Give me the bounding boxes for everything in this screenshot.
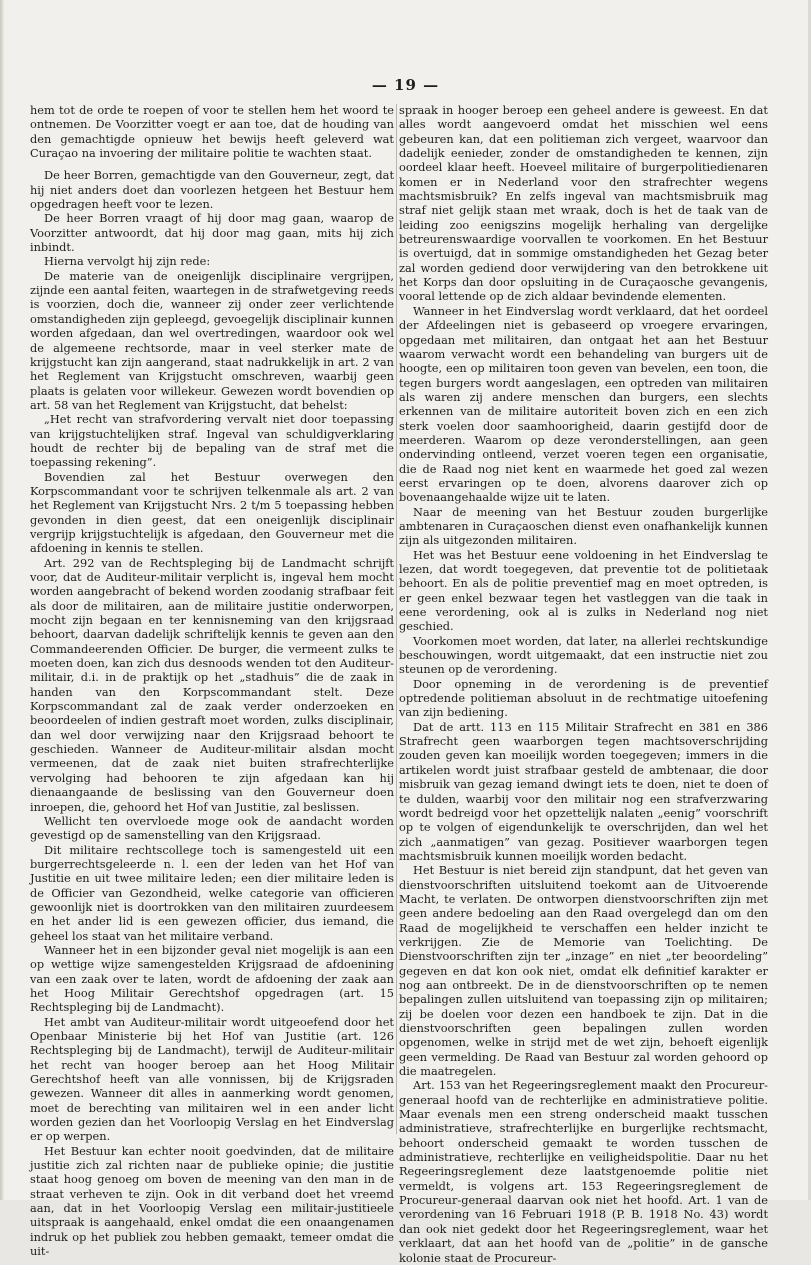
paragraph: Dit militaire rechtscollege toch is samengesteld uit een burgerrechtsgeleerde n. l. een der leden van het Hof van Justitie en uit twee militaire leden; een dier militaire leden is de Officier van Gezondheid, welke categorie van officieren gewoonlijk niet is doortrokken van den militairen zuurdeesem en het ander lid is een gewezen officier, dus iemand, die geheel los staat van het militaire verband.	[30, 842, 394, 943]
paragraph: Wellicht ten overvloede moge ook de aandacht worden gevestigd op de samenstelling van den Krijgsraad.	[30, 813, 394, 843]
paragraph: Art. 292 van de Rechtspleging bij de Landmacht schrijft voor, dat de Auditeur-militair verplicht is, ingeval hem mocht worden aangebracht of bekend worden zoodanig strafbaar feit als door de militairen, aan de militaire justitie onderworpen, mocht zijn begaan en ter kennisneming van den krijgsraad behoort, daarvan dadelijk schriftelijk kennis te geven aan den Commandeerenden Officier. De burger, die vermeent zulks te moeten doen, kan zich dus desnoods wenden tot den Auditeur-militair, d.i. in de praktijk op het „stadhuis” die de zaak in handen van den Korpscommandant stelt. Deze Korpscommandant zal de zaak verder onderzoeken en beoordeelen of indien gestraft moet worden, zulks disciplinair, dan wel door verwijzing naar den Krijgsraad behoort te geschieden. Wanneer de Auditeur-militair alsdan mocht vermeenen, dat de zaak niet buiten strafrechterlijke vervolging had behooren te zijn afgedaan kan hij dienaangaande de beslissing van den Gouverneur doen inroepen, die, gehoord het Hof van Justitie, zal beslissen.	[30, 555, 394, 814]
paragraph: Wanneer het in een bijzonder geval niet mogelijk is aan een op wettige wijze samengestelden Krijgsraad de afdoenining van een zaak over te laten, wordt de afdoening der zaak aan het Hoog Militair Gerechtshof opgedragen (art. 15 Rechtspleging bij de Landmacht).	[30, 942, 394, 1015]
paragraph: Het ambt van Auditeur-militair wordt uitgeoefend door het Openbaar Ministerie bij het Hof van Justitie (art. 126 Rechtspleging bij de Landmacht), terwijl de Auditeur-militair het recht van hooger beroep aan het Hoog Militair Gerechtshof heeft van alle vonnissen, bij de Krijgsraden gewezen. Wanneer dit alles in aanmerking wordt genomen, moet de berechting van militairen wel in een ander licht worden gezien dan het Voorloopig Verslag en het Eindverslag er op werpen.	[30, 1014, 394, 1144]
paragraph: Wanneer in het Eindverslag wordt verklaard, dat het oordeel der Afdeelingen niet is gebaseerd op vroegere ervaringen, opgedaan met militairen, dan ontgaat het aan het Bestuur waarom verwacht wordt een behandeling van burgers uit de hoogte, een op militairen toon geven van bevelen, een toon, die tegen burgers wordt aangeslagen, een optreden van militairen als waren zij andere menschen dan burgers, een slechts erkennen van de militaire autoriteit boven zich en een zich sterk voelen door saamhoorigheid, daarin gestijfd door de meerderen. Waarom op deze veronderstellingen, aan geen ondervinding ontleend, verzet voeren tegen een organisatie, die de Raad nog niet kent en waarmede het goed zal wezen eerst ervaringen op te doen, alvorens daarover zich op bovenaangehaalde wijze uit te laten.	[399, 303, 768, 505]
paragraph: Door opneming in de verordening is de preventief optredende politieman absoluut in de rechtmatige uitoefening van zijn bediening.	[399, 676, 768, 720]
paragraph: De heer Borren, gemachtigde van den Gouverneur, zegt, dat hij niet anders doet dan voorlezen hetgeen het Bestuur hem opgedragen heeft voor te lezen.	[30, 168, 394, 212]
page-number: — 19 —	[371, 76, 440, 94]
paragraph: hem tot de orde te roepen of voor te stellen hem het woord te ontnemen. De Voorzitter voegt er aan toe, dat de houding van den gemachtigde opnieuw het bewijs heeft geleverd wat Curaçao na invoering der militaire politie te wachten staat.	[30, 103, 394, 161]
paragraph: Het was het Bestuur eene voldoening in het Eindverslag te lezen, dat wordt toegegeven, dat preventie tot de politietaak behoort. En als de politie preventief mag en moet optreden, is er geen enkel bezwaar tegen het vastleggen van die taak in eene verordening, ook al is zulks in Nederland nog niet geschied.	[399, 547, 768, 634]
paragraph: Bovendien zal het Bestuur overwegen den Korpscommandant voor te schrijven telkenmale als art. 2 van het Reglement van Krijgstucht Nrs. 2 t/m 5 toepassing hebben gevonden in dien geest, dat een oneigenlijk disciplinair vergrijp krijgstuchtelijk is afgedaan, den Gouverneur met die afdoening in kennis te stellen.	[30, 469, 394, 556]
binding-edge	[0, 0, 4, 1200]
paragraph: spraak in hooger beroep een geheel andere is geweest. En dat alles wordt aangevoerd omdat het misschien wel eens gebeuren kan, dat een politieman zich vergeet, waarvoor dan dadelijk eenieder, zonder de omstandigheden te kennen, zijn oordeel klaar heeft. Hoeveel militaire of burgerpolitiedienaren komen er in Nederland voor den strafrechter wegens machtsmisbruik? En zelfs ingeval van machtsmisbruik mag straf niet gelijk staan met wraak, doch is het de taak van de leiding zoo eenigszins mogelijk herhaling van dergelijke betreurenswaardige voorvallen te voorkomen. En het Bestuur is overtuigd, dat in sommige omstandigheden het Gezag beter zal worden gediend door verwijdering van den betrokkene uit het Korps dan door opsluiting in de Curaçaosche gevangenis, vooral lettende op de zich aldaar bevindende elementen.	[399, 103, 768, 304]
paragraph: Art. 153 van het Regeeringsreglement maakt den Procureur-generaal hoofd van de rechterlijke en administratieve politie. Maar evenals men een streng onderscheid maakt tusschen administratieve, strafrechterlijke en burgerlijke rechtsmacht, behoort onderscheid gemaakt te worden tusschen de administratieve, rechterlijke en veiligheidspolitie. Daar nu het Regeeringsreglement deze laatstgenoemde politie niet vermeldt, is volgens art. 153 Regeeringsreglement de Procureur-generaal daarvan ook niet het hoofd. Art. 1 van de verordening van 16 Februari 1918 (P. B. 1918 No. 43) wordt dan ook niet gedekt door het Regeeringsreglement, waar het verklaart, dat aan het hoofd van de „politie” in de gansche kolonie staat de Procureur-	[399, 1078, 768, 1265]
right-text-column	[399, 103, 768, 1265]
paragraph: Het Bestuur kan echter nooit goedvinden, dat de militaire justitie zich zal richten naar de publieke opinie; die justitie staat hoog genoeg om boven de meening van den man in de straat verheven te zijn. Ook in dit verband doet het vreemd aan, dat in het Voorloopig Verslag een militair-justitieele uitspraak is aangehaald, enkel omdat die een onaangenamen indruk op het publiek zou hebben gemaakt, temeer omdat die uit-	[30, 1143, 394, 1259]
column-divider	[396, 104, 397, 1134]
paragraph: Het Bestuur is niet bereid zijn standpunt, dat het geven van dienstvoorschriften uitsluitend toekomt aan de Uitvoerende Macht, te verlaten. De ontworpen dienstvoorschriften zijn met geen andere bedoeling aan den Raad overgelegd dan om den Raad de mogelijkheid te verschaffen een helder inzicht te verkrijgen. Zie de Memorie van Toelichting. De Dienstvoorschriften zijn ter „inzage” en niet „ter beoordeling” gegeven en dat kon ook niet, omdat elk definitief karakter er nog aan ontbreekt. De in de dienstvoorschriften op te nemen bepalingen zullen uitsluitend van toepassing zijn op militairen; zij be doelen voor dezen een handboek te zijn. Dat in die dienstvoorschriften geen bepalingen zullen worden opgenomen, welke in strijd met de wet zijn, behoeft eigenlijk geen vermelding. De Raad van Bestuur zal worden gehoord op die maatregelen.	[399, 863, 768, 1079]
paragraph: Voorkomen moet worden, dat later, na allerlei rechtskundige beschouwingen, wordt uitgemaakt, dat een instructie niet zou steunen op de verordening.	[399, 633, 768, 677]
paragraph: „Het recht van strafvordering vervalt niet door toepassing van krijgstuchtelijken straf. Ingeval van schuldigverklaring houdt de rechter bij de bepaling van de straf met die toepassing rekening”.	[30, 412, 394, 470]
paragraph: Dat de artt. 113 en 115 Militair Strafrecht en 381 en 386 Strafrecht geen waarborgen tegen machtsoverschrijding zouden geven kan moeilijk worden toegegeven; immers in die artikelen wordt juist strafbaar gesteld de ambtenaar, die door misbruik van gezag iemand dwingt iets te doen, niet te doen of te dulden, waarbij voor den militair nog een strafverzwaring wordt bedreigd voor het opzettelijk nalaten „eenig” voorschrift op te volgen of eigendunkelijk te overschrijden, dan wel het zich „aanmatigen” van gezag. Positiever waarborgen tegen machtsmisbruik kunnen moeilijk worden bedacht.	[399, 719, 768, 863]
paragraph: De materie van de oneigenlijk disciplinaire vergrijpen, zijnde een aantal feiten, waartegen in de strafwetgeving reeds is voorzien, doch die, wanneer zij onder zeer verlichtende omstandigheden zijn gepleegd, gevoegelijk disciplinair kunnen worden afgedaan, dan wel overtredingen, waardoor ook wel de algemeene rechtsorde, maar in veel sterker mate de krijgstucht kan zijn aangerand, staat nadrukkelijk in art. 2 van het Reglement van Krijgstucht omschreven, waarbij geen plaats is gelaten voor willekeur. Gewezen wordt bovendien op art. 58 van het Reglement van Krijgstucht, dat behelst:	[30, 268, 394, 412]
paragraph: De heer Borren vraagt of hij door mag gaan, waarop de Voorzitter antwoordt, dat hij door mag gaan, mits hij zich inbindt.	[30, 211, 394, 255]
paragraph: Naar de meening van het Bestuur zouden burgerlijke ambtenaren in Curaçaoschen dienst even onafhankelijk kunnen zijn als uitgezonden militairen.	[399, 504, 768, 548]
paragraph: Hierna vervolgt hij zijn rede:	[44, 254, 211, 269]
left-text-column	[30, 103, 394, 1259]
